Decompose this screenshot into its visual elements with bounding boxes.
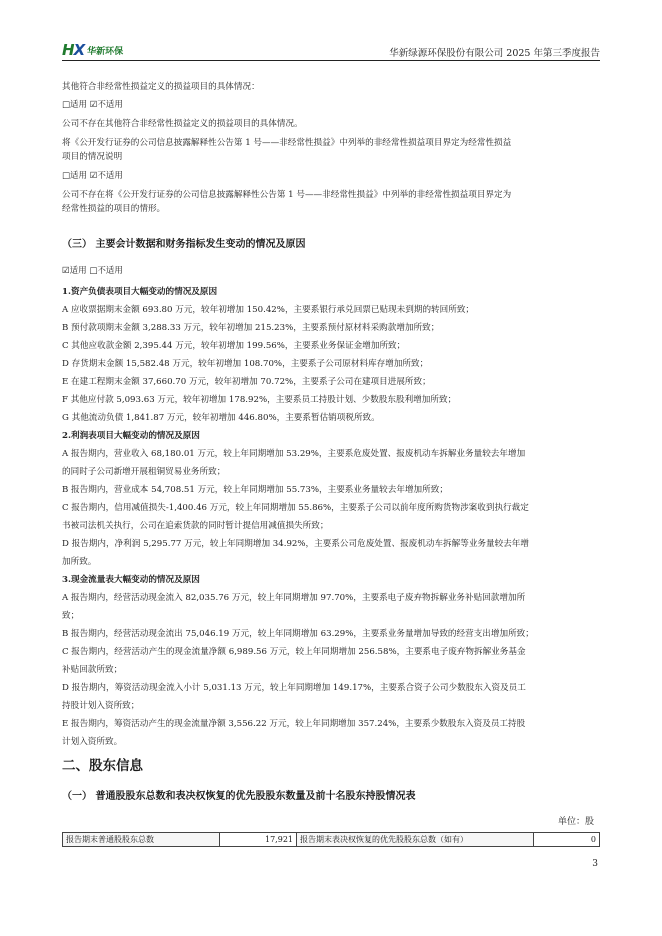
- paragraph-line: 公司不存在其他符合非经常性损益定义的损益项目的具体情况。: [62, 119, 303, 129]
- logo-mark: HX: [62, 41, 85, 59]
- table-row: [63, 833, 600, 847]
- table-cell: 报告期末普通股股东总数: [63, 833, 220, 847]
- checkbox-line: □适用 ☑不适用: [62, 171, 123, 181]
- paragraph-line: 项目的情况说明: [62, 152, 123, 162]
- logo-text: 华新环保: [87, 46, 124, 57]
- part-heading: 二、股东信息: [62, 758, 143, 774]
- shareholder-table: [62, 832, 600, 847]
- list-item: 的同时子公司新增开展租铜贸易业务所致；: [62, 467, 226, 477]
- list-item: B 预付款项期末金额 3,288.33 万元，较年初增加 215.23%，主要系预付原材料采购款增加所致；: [62, 323, 440, 333]
- section-heading: （三） 主要会计数据和财务指标发生变动的情况及原因: [62, 239, 306, 250]
- company-logo: [62, 42, 123, 58]
- list-item: 致；: [62, 611, 80, 621]
- table-cell: 0: [534, 833, 600, 847]
- paragraph-line: 其他符合非经常性损益定义的损益项目的具体情况：: [62, 82, 260, 92]
- checkbox-line: ☑适用 □不适用: [62, 266, 123, 276]
- page-header: [62, 38, 600, 61]
- unit-label: 单位：股: [557, 817, 594, 827]
- subsection-title: 2.利润表项目大幅变动的情况及原因: [62, 431, 200, 441]
- paragraph-line: 将《公开发行证券的公司信息披露解释性公告第 1 号——非经常性损益》中列举的非经常性损益项目界定为经常性损益: [62, 138, 512, 148]
- list-item: A 报告期内，营业收入 68,180.01 万元，较上年同期增加 53.29%，主要系危废处置、报废机动车拆解业务量较去年增加: [62, 449, 526, 459]
- list-item: 加所致。: [62, 557, 97, 567]
- list-item: 持股计划入资所致；: [62, 701, 140, 711]
- list-item: D 存货期末金额 15,582.48 万元，较年初增加 108.70%，主要系子公司原材料库存增加所致；: [62, 359, 429, 369]
- list-item: C 报告期内，经营活动产生的现金流量净额 6,989.56 万元，较上年同期增加 256.58%，主要系电子废弃物拆解业务基金: [62, 647, 526, 657]
- subsection-title: 3.现金流量表大幅变动的情况及原因: [62, 575, 200, 585]
- table-cell: 报告期末表决权恢复的优先股股东总数（如有）: [297, 833, 534, 847]
- list-item: F 其他应付款 5,093.63 万元，较年初增加 178.92%，主要系员工持股计划、少数股东股利增加所致；: [62, 395, 457, 405]
- list-item: A 报告期内，经营活动现金流入 82,035.76 万元，较上年同期增加 97.70%，主要系电子废弃物拆解业务补贴回款增加所: [62, 593, 526, 603]
- section-heading: （一） 普通股股东总数和表决权恢复的优先股股东数量及前十名股东持股情况表: [62, 791, 416, 802]
- table-cell: 17,921: [220, 833, 297, 847]
- paragraph-line: 经常性损益的项目的情形。: [62, 204, 166, 214]
- list-item: 书被司法机关执行，公司在追索货款的同时暂计提信用减值损失所致；: [62, 521, 329, 531]
- list-item: B 报告期内，经营活动现金流出 75,046.19 万元，较上年同期增加 63.29%，主要系业务量增加导致的经营支出增加所致；: [62, 629, 534, 639]
- paragraph-line: 公司不存在将《公开发行证券的公司信息披露解释性公告第 1 号——非经常性损益》中列举的非经常性损益项目界定为: [62, 190, 512, 200]
- list-item: G 其他流动负债 1,841.87 万元，较年初增加 446.80%，主要系暂估销项税所致。: [62, 413, 380, 423]
- subsection-title: 1.资产负债表项目大幅变动的情况及原因: [62, 287, 218, 297]
- list-item: D 报告期内，净利润 5,295.77 万元，较上年同期增加 34.92%，主要系公司危废处置、报废机动车拆解等业务量较去年增: [62, 539, 529, 549]
- list-item: E 在建工程期末金额 37,660.70 万元，较年初增加 70.72%，主要系子公司在建项目进展所致；: [62, 377, 431, 387]
- list-item: E 报告期内，筹资活动产生的现金流量净额 3,556.22 万元，较上年同期增加 357.24%，主要系少数股东入资及员工持股: [62, 719, 526, 729]
- page-number: 3: [592, 859, 598, 869]
- list-item: A 应收票据期末金额 693.80 万元，较年初增加 150.42%，主要系银行承兑回票已贴现未到期的转回所致；: [62, 305, 475, 315]
- list-item: B 报告期内，营业成本 54,708.51 万元，较上年同期增加 55.73%，主要系业务量较去年增加所致；: [62, 485, 448, 495]
- report-title: 华新绿源环保股份有限公司 2025 年第三季度报告: [389, 48, 600, 59]
- list-item: 补贴回款所致；: [62, 665, 123, 675]
- checkbox-line: □适用 ☑不适用: [62, 100, 123, 110]
- list-item: C 报告期内，信用减值损失-1,400.46 万元，较上年同期增加 55.86%，主要系子公司以前年度所购货物涉案收到执行裁定: [62, 503, 529, 513]
- list-item: 计划入资所致。: [62, 737, 123, 747]
- list-item: C 其他应收款金额 2,395.44 万元，较年初增加 199.56%，主要系业务保证金增加所致；: [62, 341, 406, 351]
- list-item: D 报告期内，筹资活动现金流入小计 5,031.13 万元，较上年同期增加 149.17%，主要系合资子公司少数股东入资及员工: [62, 683, 526, 693]
